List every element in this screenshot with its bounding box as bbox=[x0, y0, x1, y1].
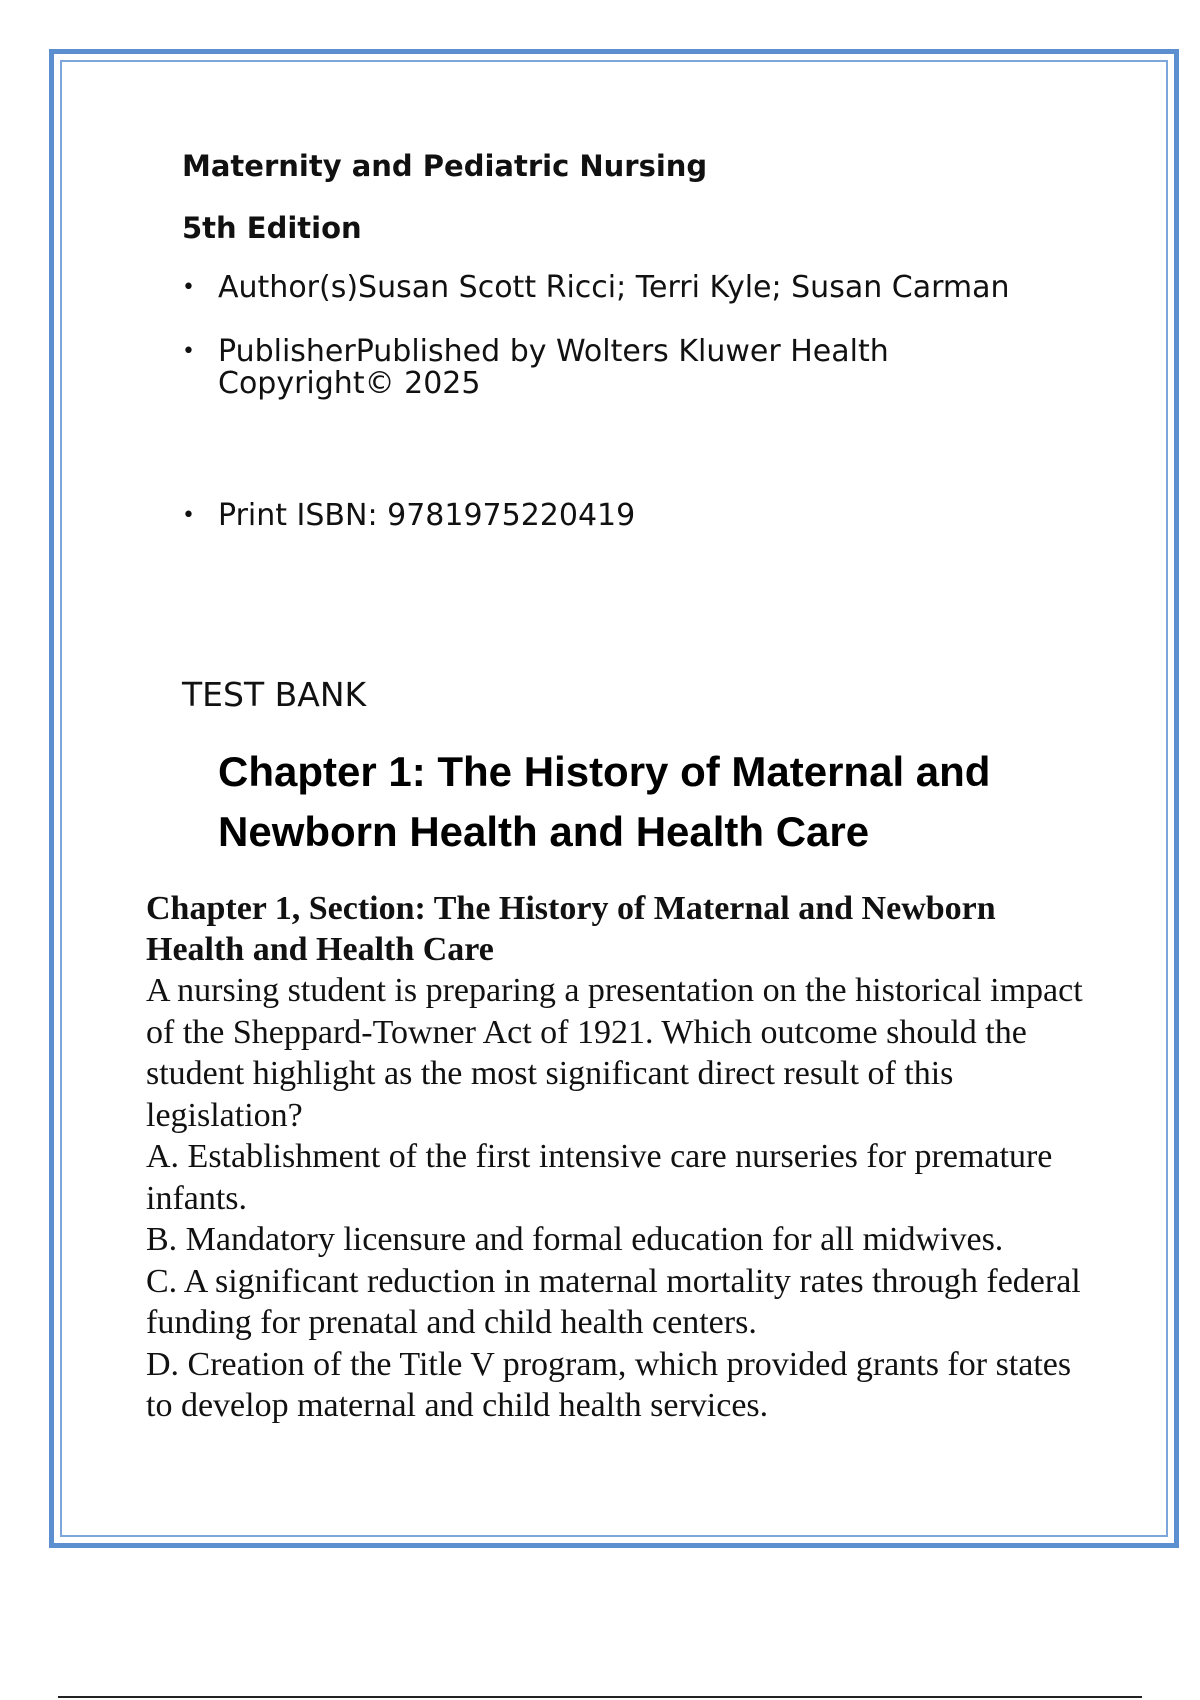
section-title: Chapter 1, Section: The History of Maternal and Newborn Health and Health Care bbox=[146, 890, 996, 968]
footer-divider bbox=[58, 1696, 1142, 1698]
bullet-icon: • bbox=[182, 503, 195, 528]
test-bank-label: TEST BANK bbox=[182, 675, 367, 714]
book-info bbox=[182, 146, 1082, 532]
bullet-icon: • bbox=[182, 275, 195, 300]
publisher-text: PublisherPublished by Wolters Kluwer Health Copyright© 2025 bbox=[218, 334, 889, 401]
question-stem: A nursing student is preparing a presentation on the historical impact of the Sheppard-Towner Act of 1921. Which outcome should the student highlight as the most significant direct result of this legislation? bbox=[146, 972, 1083, 1134]
answer-option-a: A. Establishment of the first intensive care nurseries for premature infants. bbox=[146, 1138, 1053, 1217]
bullet-icon: • bbox=[182, 339, 195, 364]
book-edition: 5th Edition bbox=[182, 211, 362, 245]
answer-option-d: D. Creation of the Title V program, which provided grants for states to develop maternal and child health services. bbox=[146, 1345, 1072, 1424]
authors-text: Author(s)Susan Scott Ricci; Terri Kyle; Susan Carman bbox=[218, 270, 1010, 305]
isbn-text: Print ISBN: 9781975220419 bbox=[218, 498, 636, 533]
question-block bbox=[146, 888, 1086, 1427]
chapter-heading: Chapter 1: The History of Maternal and Newborn Health and Health Care bbox=[218, 748, 991, 855]
list-item bbox=[182, 500, 1048, 532]
list-item bbox=[182, 336, 1048, 400]
answer-option-c: C. A significant reduction in maternal mortality rates through federal funding for prenatal and child health centers. bbox=[146, 1262, 1081, 1341]
list-item bbox=[182, 272, 1048, 304]
answer-option-b: B. Mandatory licensure and formal education for all midwives. bbox=[146, 1221, 1004, 1258]
book-title: Maternity and Pediatric Nursing bbox=[182, 149, 708, 183]
book-details-list bbox=[182, 272, 1082, 532]
